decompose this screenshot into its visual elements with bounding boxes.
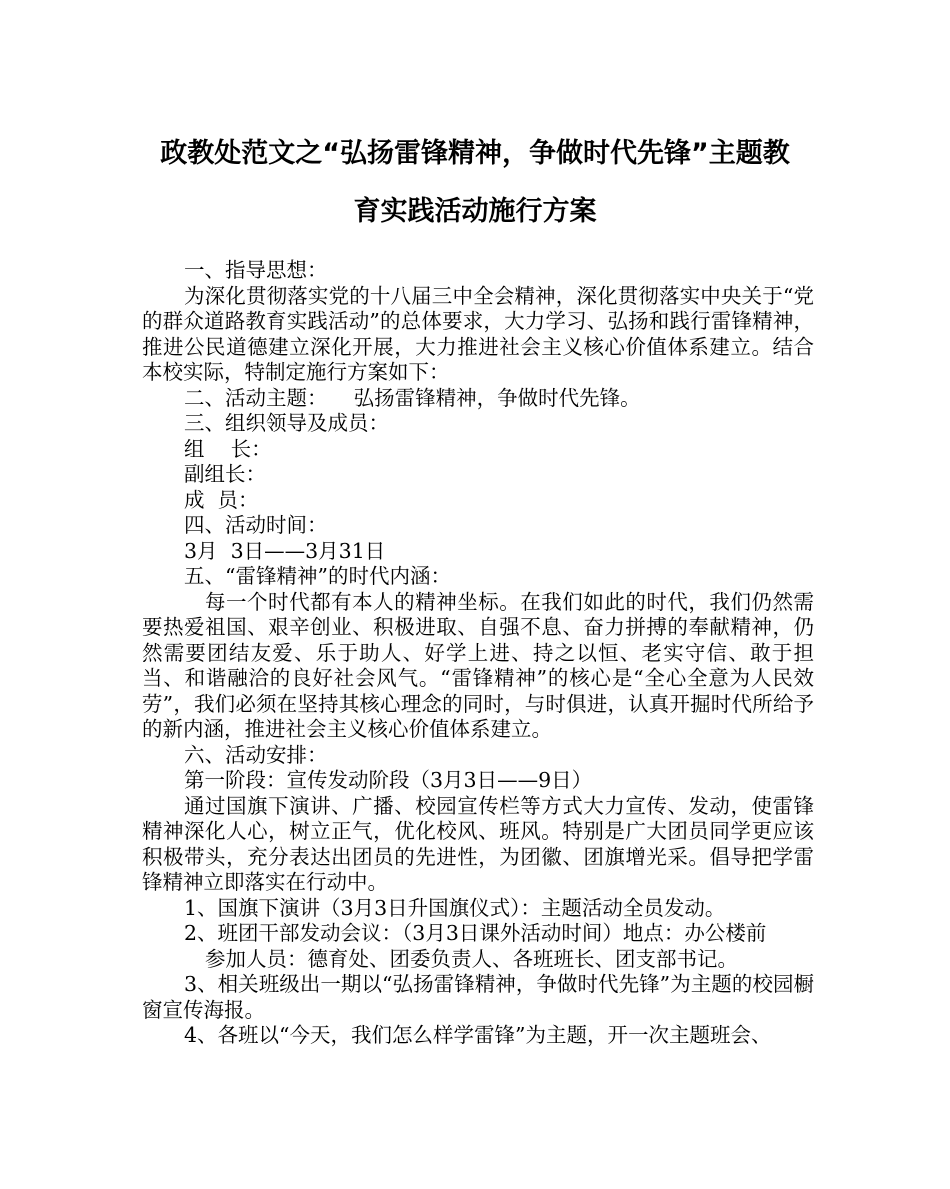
document-title [100, 125, 850, 241]
org-deputy-leader-line: 副组长： [184, 462, 266, 486]
section-heading-arrangement: 六、活动安排： [184, 742, 328, 767]
section-heading-activity-time: 四、活动时间： [184, 513, 328, 537]
title-line-2: 育实践活动施行方案 [353, 196, 597, 227]
section-heading-guiding-thought: 一、指导思想： [184, 258, 328, 282]
paragraph-phase-one: 通过国旗下演讲、广播、校园宣传栏等方式大力宣传、发动，使雷锋精神深化人心，树立正气，优化校风、班风。特别是广大团员同学更应该积极带头，充分表达出团员的先进性，为团徽、团旗增光采。倡导把学雷锋精神立即落实在行动中。 [142, 793, 814, 894]
list-item-1: 1、国旗下演讲（3月3日升国旗仪式）：主题活动全员发动。 [184, 895, 726, 920]
list-item-2: 2、班团干部发动会议：（3月3日课外活动时间）地点：办公楼前 [184, 921, 767, 945]
activity-time-range: 3月 3日——3月31日 [184, 538, 386, 563]
participants-line: 参加人员：德育处、团委负责人、各班班长、团支部书记。 [205, 946, 738, 971]
paragraph-guiding-thought: 为深化贯彻落实党的十八届三中全会精神，深化贯彻落实中央关于“党的群众道路教育实践活动”的总体要求，大力学习、弘扬和践行雷锋精神，推进公民道德建立深化开展，大力推进社会主义核心价值体系建立。结合本校实际，特制定施行方案如下： [142, 283, 814, 384]
org-leader-line: 组 长： [184, 436, 272, 461]
section-heading-activity-theme: 二、活动主题： 弘扬雷锋精神，争做时代先锋。 [184, 385, 641, 410]
section-heading-organization: 三、组织领导及成员： [184, 411, 389, 435]
section-heading-connotation: 五、“雷锋精神”的时代内涵： [184, 564, 451, 588]
list-item-4: 4、各班以“今天，我们怎么样学雷锋”为主题，开一次主题班会、 [184, 1023, 772, 1047]
org-members-line: 成 员： [184, 487, 259, 512]
paragraph-connotation: 每一个时代都有本人的精神坐标。在我们如此的时代，我们仍然需要热爱祖国、艰辛创业、积极进取、自强不息、奋力拼搏的奉献精神，仍然需要团结友爱、乐于助人、好学上进、持之以恒、老实守信、敢于担当、和谐融洽的良好社会风气。“雷锋精神”的核心是“全心全意为人民效劳”，我们必须在坚持其核心理念的同时，与时俱进，认真开掘时代所给予的新内涵，推进社会主义核心价值体系建立。 [142, 589, 814, 741]
document-body [142, 258, 814, 1049]
list-item-3: 3、相关班级出一期以“弘扬雷锋精神，争做时代先锋”为主题的校园橱窗宣传海报。 [142, 972, 814, 1022]
title-line-1: 政教处范文之“弘扬雷锋精神，争做时代先锋”主题教 [160, 138, 790, 169]
phase-one-heading: 第一阶段：宣传发动阶段（3月3日——9日） [184, 768, 593, 792]
